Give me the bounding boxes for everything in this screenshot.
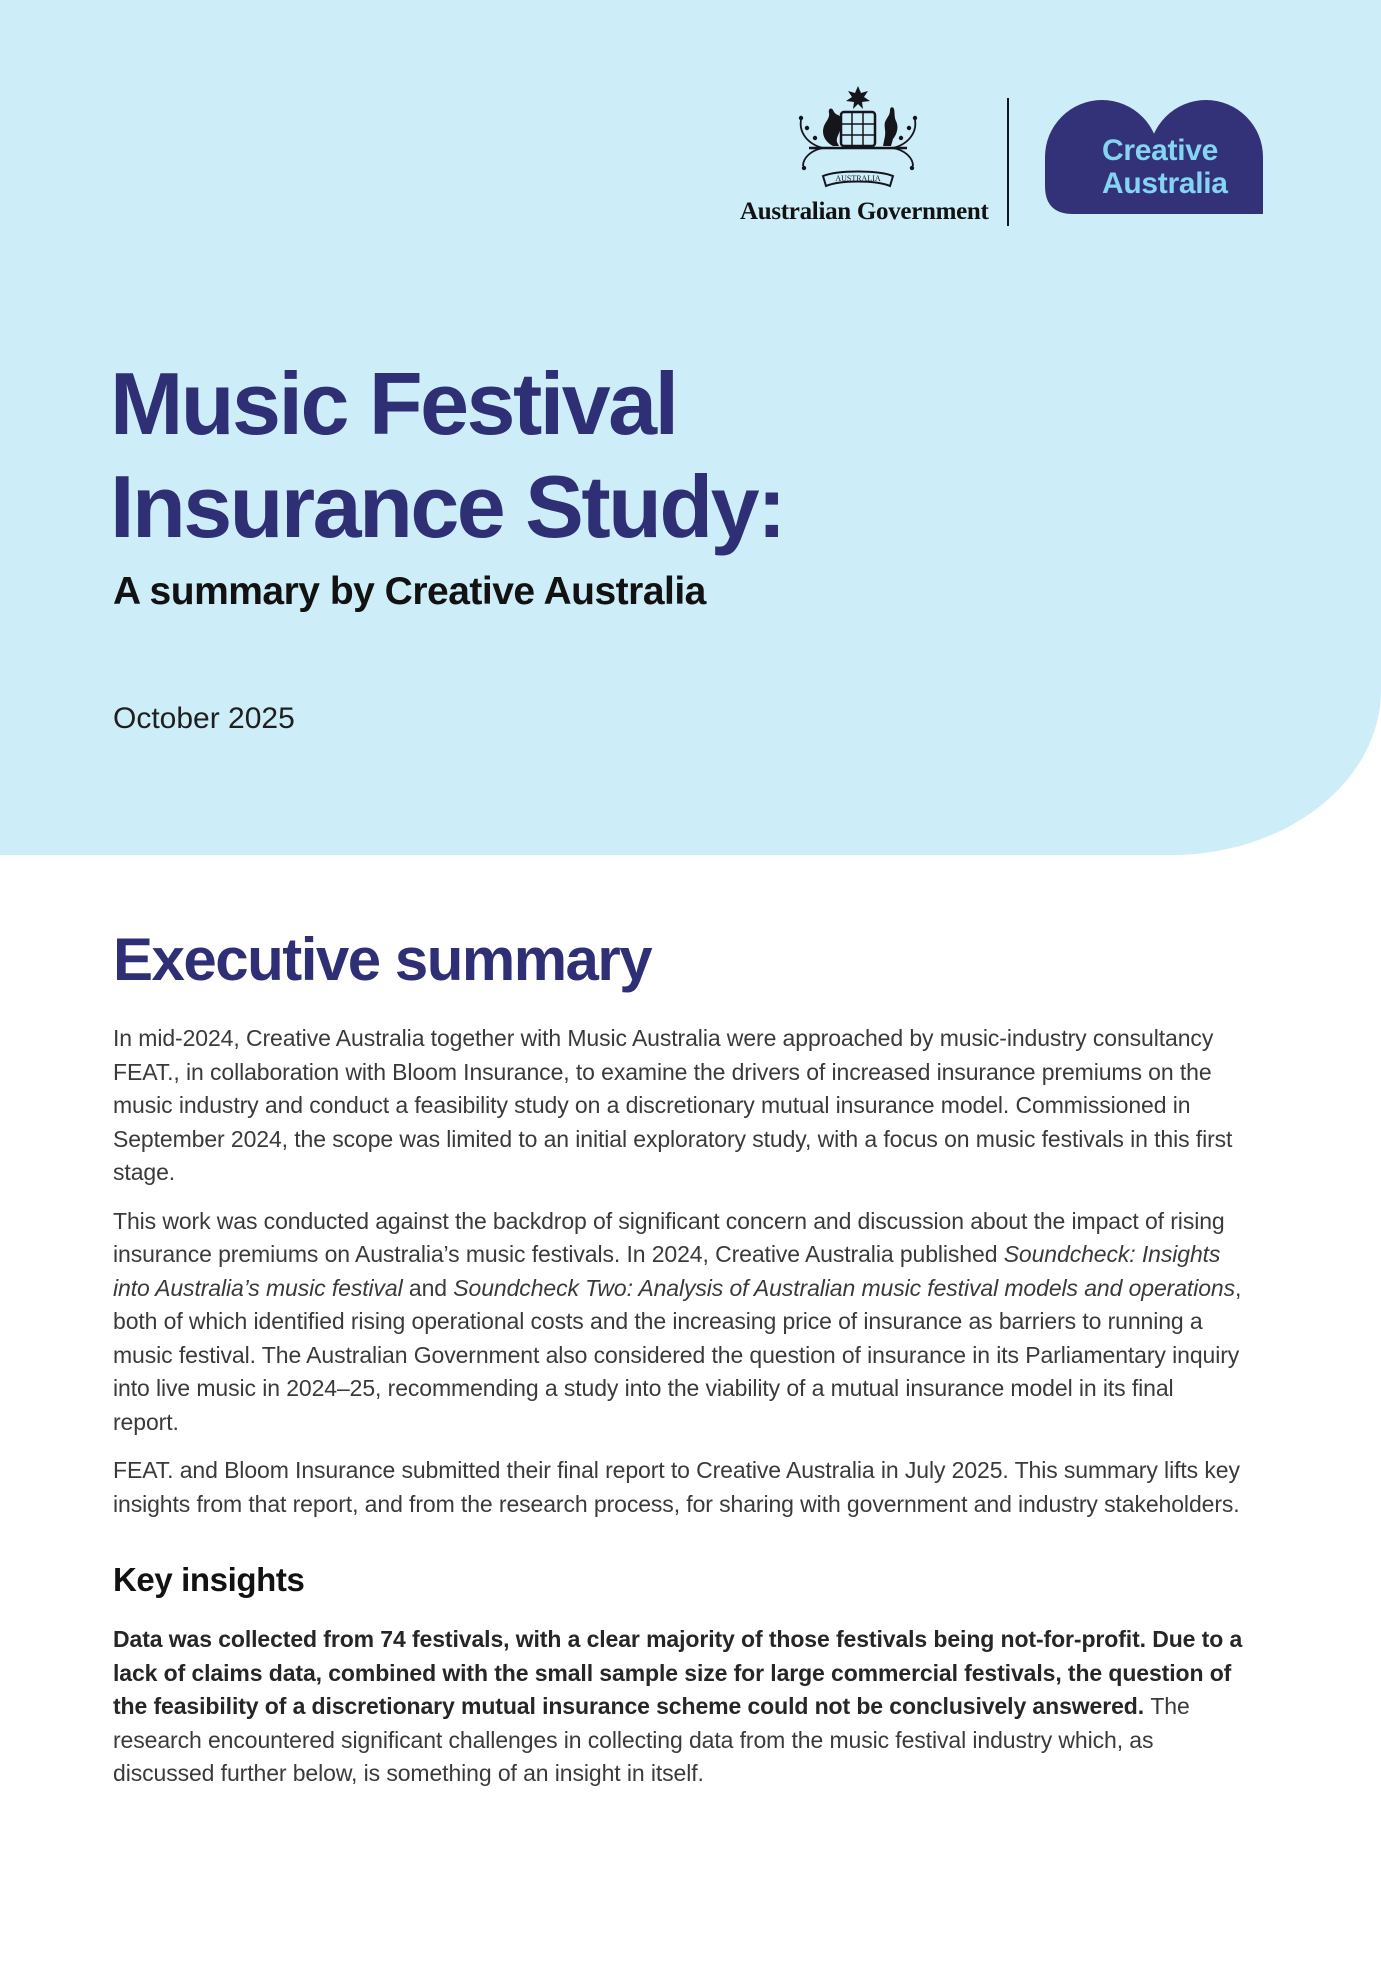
ribbon-text: AUSTRALIA — [834, 174, 881, 183]
key-insights-heading: Key insights — [113, 1561, 305, 1598]
text-segment: Soundcheck: Insights into Australia’s music festival — [113, 1241, 1221, 1301]
logo-divider — [1007, 98, 1009, 226]
text-segment: and — [402, 1274, 454, 1301]
coat-of-arms-icon — [763, 84, 953, 192]
text-segment: Data was collected from 74 festivals, with a clear majority of those festivals being not-for-profit. Due to a lack of claims data, combined with the small sample size for large commercial festivals, the question of the feasibility of a discretionary mutual insurance scheme could not be conclusively answered. — [113, 1626, 1243, 1719]
text-segment: This work was conducted against the backdrop of significant concern and discussion about the impact of rising insurance premiums on Australia’s music festivals. In 2024, Creative Australia published — [113, 1207, 1225, 1267]
executive-summary-heading: Executive summary — [113, 926, 652, 993]
logo-text-line2: Australia — [1102, 167, 1228, 200]
executive-summary-section — [113, 925, 1243, 1806]
hero-banner — [0, 0, 1381, 855]
logo-text-line1: Creative — [1102, 134, 1219, 167]
document-date: October 2025 — [113, 702, 295, 735]
creative-australia-logo-text — [1102, 134, 1228, 200]
australian-government-logo — [740, 84, 989, 226]
paragraph-2 — [113, 1205, 1243, 1440]
key-insights-paragraph — [113, 1623, 1243, 1791]
document-title — [110, 352, 784, 558]
text-segment: Soundcheck Two: Analysis of Australian music festival models and operations — [453, 1274, 1235, 1301]
title-line2: Insurance Study: — [110, 457, 784, 556]
text-segment: , both of which identified rising operational costs and the increasing price of insurance as barriers to running a music festival. The Australian Government also considered the question of insurance in its Parliamentary inquiry into live music in 2024–25, recommending a study into the viability of a mutual insurance model in its final report. — [113, 1274, 1242, 1435]
paragraph-1: In mid-2024, Creative Australia together with Music Australia were approached by music-industry consultancy FEAT., in collaboration with Bloom Insurance, to examine the drivers of increased insurance premiums on the music industry and conduct a feasibility study on a discretionary mutual insurance model. Commissioned in September 2024, the scope was limited to an initial exploratory study, with a focus on music festivals in this first stage. — [113, 1025, 1233, 1185]
title-line1: Music Festival — [110, 354, 677, 453]
gov-label: Australian Government — [740, 198, 989, 225]
creative-australia-logo — [1045, 100, 1263, 214]
paragraph-3: FEAT. and Bloom Insurance submitted their final report to Creative Australia in July 2025. This summary lifts key insights from that report, and from the research process, for sharing with government and industry stakeholders. — [113, 1457, 1240, 1517]
document-subtitle: A summary by Creative Australia — [113, 570, 706, 613]
text-segment: The research encountered significant challenges in collecting data from the music festival industry which, as discussed further below, is something of an insight in itself. — [113, 1693, 1190, 1786]
